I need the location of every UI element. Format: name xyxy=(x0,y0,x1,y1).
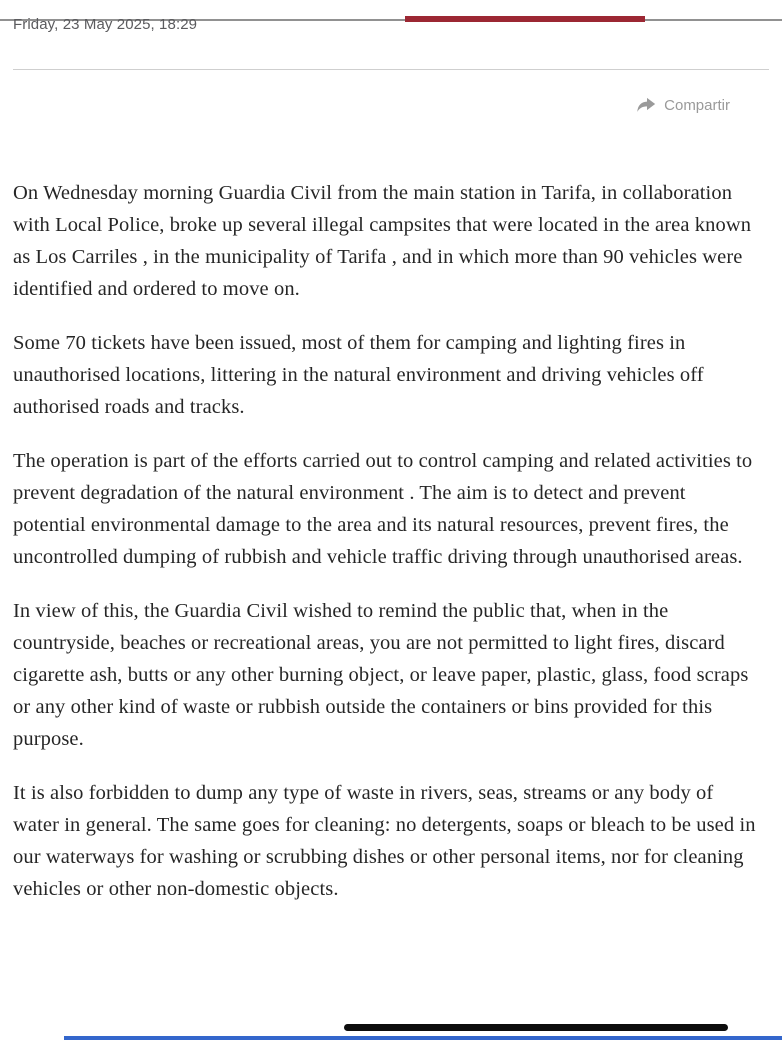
article-container xyxy=(0,16,782,905)
article-timestamp: Friday, 23 May 2025, 18:29 xyxy=(13,16,198,33)
bottom-progress-bar xyxy=(64,1036,782,1040)
reading-progress-bar xyxy=(405,16,645,22)
article-paragraph-1: On Wednesday morning Guardia Civil from the main station in Tarifa, in collaboration with Local Police, broke up several illegal campsites that were located in the area known as Los Carriles , in the municipality of Tarifa , and in which more than 90 vehicles were identified and ordered to move on. xyxy=(13,182,752,300)
share-row xyxy=(13,95,769,115)
share-button[interactable] xyxy=(636,95,730,115)
bottom-drag-handle xyxy=(344,1024,728,1031)
header-divider xyxy=(13,69,769,70)
share-button-label: Compartir xyxy=(664,96,730,114)
article-paragraph-3: The operation is part of the efforts carried out to control camping and related activities to prevent degradation of the natural environment . The aim is to detect and prevent potential environmental damage to the area and its natural resources, prevent fires, the uncontrolled dumping of rubbish and vehicle traffic driving through unauthorised areas. xyxy=(13,450,753,568)
article-body xyxy=(13,177,761,905)
article-paragraph-4: In view of this, the Guardia Civil wished to remind the public that, when in the countryside, beaches or recreational areas, you are not permitted to light fires, discard cigarette ash, butts or any other burning object, or leave paper, plastic, glass, food scraps or any other kind of waste or rubbish outside the containers or bins provided for this purpose. xyxy=(13,600,749,750)
share-forward-arrow-icon xyxy=(636,97,656,114)
article-paragraph-2: Some 70 tickets have been issued, most of them for camping and lighting fires in unauthorised locations, littering in the natural environment and driving vehicles off authorised roads and tracks. xyxy=(13,332,704,418)
article-paragraph-5: It is also forbidden to dump any type of waste in rivers, seas, streams or any body of water in general. The same goes for cleaning: no detergents, soaps or bleach to be used in our waterways for washing or scrubbing dishes or other personal items, nor for cleaning vehicles or other non-domestic objects. xyxy=(13,782,756,900)
